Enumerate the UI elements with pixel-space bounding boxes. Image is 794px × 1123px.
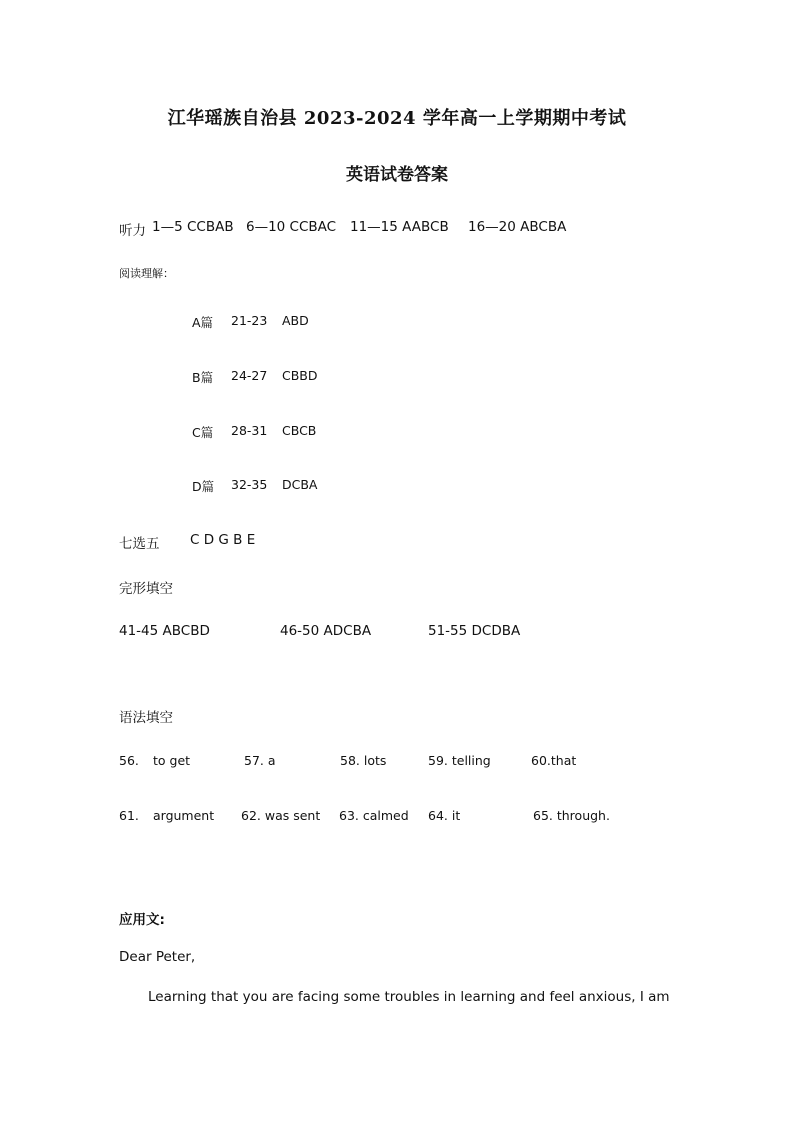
grammar-answer: to get xyxy=(153,753,191,768)
document-subtitle: 英语试卷答案 xyxy=(346,165,448,185)
reading-part: A篇 xyxy=(192,315,214,330)
reading-range: 24-27 xyxy=(231,368,268,383)
writing-label: 应用文: xyxy=(119,912,165,928)
writing-body-line: Learning that you are facing some troubles in learning and feel anxious, I am xyxy=(148,989,670,1005)
grammar-number: 56. xyxy=(119,753,139,768)
grammar-label: 语法填空 xyxy=(119,710,173,726)
reading-part: B篇 xyxy=(192,370,214,385)
grammar-answer: argument xyxy=(153,808,215,823)
listening-label: 听力 xyxy=(119,223,146,239)
reading-answer: ABD xyxy=(282,313,309,328)
cloze-group-1: 41-45 ABCBD xyxy=(119,623,210,639)
listening-group-4: 16—20 ABCBA xyxy=(468,219,567,235)
reading-answer: CBCB xyxy=(282,423,317,438)
grammar-number: 61. xyxy=(119,808,139,823)
cloze-label: 完形填空 xyxy=(119,581,173,597)
reading-answer: CBBD xyxy=(282,368,318,383)
reading-range: 28-31 xyxy=(231,423,268,438)
seven-choose-five-answer: C D G B E xyxy=(190,532,256,548)
grammar-answer: 64. it xyxy=(428,808,461,823)
document-title: 江华瑶族自治县 2023-2024 学年高一上学期期中考试 xyxy=(167,108,627,129)
listening-group-1: 1—5 CCBAB xyxy=(152,219,234,235)
seven-choose-five-label: 七选五 xyxy=(119,536,160,552)
reading-label: 阅读理解： xyxy=(119,267,174,280)
reading-part: D篇 xyxy=(192,479,215,494)
reading-range: 21-23 xyxy=(231,313,268,328)
grammar-answer: 57. a xyxy=(244,753,276,768)
reading-answer: DCBA xyxy=(282,477,318,492)
cloze-group-3: 51-55 DCDBA xyxy=(428,623,521,639)
grammar-answer: 60.that xyxy=(531,753,577,768)
grammar-answer: 65. through. xyxy=(533,808,610,823)
listening-group-2: 6—10 CCBAC xyxy=(246,219,337,235)
cloze-group-2: 46-50 ADCBA xyxy=(280,623,372,639)
grammar-answer: 59. telling xyxy=(428,753,491,768)
reading-part: C篇 xyxy=(192,425,214,440)
grammar-answer: 58. lots xyxy=(340,753,387,768)
grammar-answer: 63. calmed xyxy=(339,808,409,823)
writing-salutation: Dear Peter, xyxy=(119,949,196,965)
grammar-answer: 62. was sent xyxy=(241,808,321,823)
reading-range: 32-35 xyxy=(231,477,268,492)
listening-group-3: 11—15 AABCB xyxy=(350,219,449,235)
